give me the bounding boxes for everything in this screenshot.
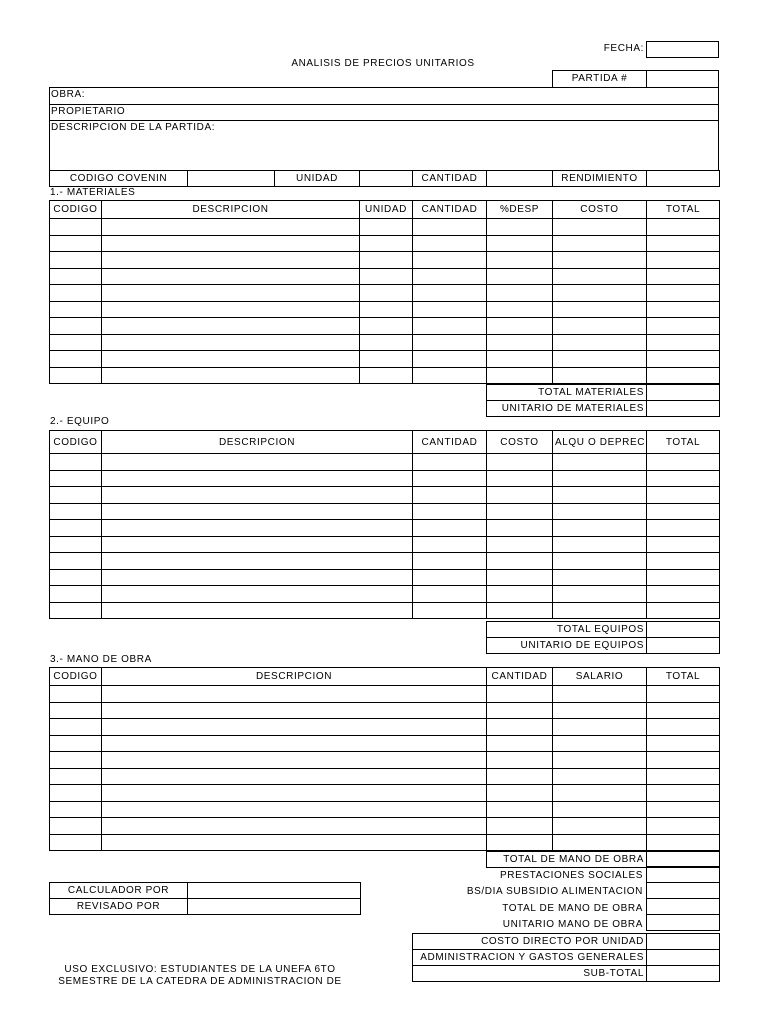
table-cell[interactable] <box>647 752 720 769</box>
col-header: DESCRIPCION <box>102 668 487 686</box>
table-cell[interactable] <box>102 735 487 752</box>
total-equipos-label: TOTAL EQUIPOS <box>487 622 647 638</box>
table-cell[interactable] <box>487 235 553 252</box>
table-cell[interactable] <box>553 520 647 537</box>
table-cell[interactable] <box>413 268 487 285</box>
page-title: ANALISIS DE PRECIOS UNITARIOS <box>291 58 475 69</box>
table-row <box>50 235 720 252</box>
table-cell[interactable] <box>50 351 102 368</box>
table-row <box>50 454 720 471</box>
table-cell[interactable] <box>102 785 487 802</box>
table-cell[interactable] <box>553 818 647 835</box>
table-cell[interactable] <box>50 367 102 384</box>
table-cell[interactable] <box>50 719 102 736</box>
summary-field[interactable] <box>647 867 720 883</box>
table-row <box>50 719 720 736</box>
table-cell[interactable] <box>487 752 553 769</box>
table-cell[interactable] <box>553 301 647 318</box>
table-cell[interactable] <box>553 470 647 487</box>
table-cell[interactable] <box>647 536 720 553</box>
table-cell[interactable] <box>50 520 102 537</box>
table-cell[interactable] <box>50 752 102 769</box>
table-cell[interactable] <box>102 268 360 285</box>
table-cell[interactable] <box>50 487 102 504</box>
materiales-totals <box>486 384 720 417</box>
table-row <box>50 252 720 269</box>
table-cell[interactable] <box>413 219 487 236</box>
summary-label: PRESTACIONES SOCIALES <box>499 870 643 881</box>
table-cell[interactable] <box>413 569 487 586</box>
table-cell[interactable] <box>553 719 647 736</box>
table-row <box>50 503 720 520</box>
table-cell[interactable] <box>413 252 487 269</box>
table-cell[interactable] <box>487 686 553 703</box>
table-cell[interactable] <box>553 268 647 285</box>
table-cell[interactable] <box>647 702 720 719</box>
table-cell[interactable] <box>413 318 487 335</box>
rendimiento-label: RENDIMIENTO <box>553 171 647 187</box>
table-cell[interactable] <box>487 470 553 487</box>
propietario-label: PROPIETARIO <box>51 106 126 117</box>
table-cell[interactable] <box>413 285 487 302</box>
table-cell[interactable] <box>553 801 647 818</box>
table-cell[interactable] <box>102 586 413 603</box>
col-header: CANTIDAD <box>413 431 487 454</box>
table-cell[interactable] <box>50 569 102 586</box>
unitario-materiales-field[interactable] <box>647 401 720 417</box>
summary-label: ADMINISTRACION Y GASTOS GENERALES <box>413 950 647 966</box>
table-cell[interactable] <box>50 801 102 818</box>
covenin-row <box>49 170 720 187</box>
summary-label: COSTO DIRECTO POR UNIDAD <box>413 934 647 950</box>
table-cell[interactable] <box>487 301 553 318</box>
table-cell[interactable] <box>487 503 553 520</box>
unitario-equipos-label: UNITARIO DE EQUIPOS <box>487 638 647 654</box>
table-cell[interactable] <box>50 334 102 351</box>
table-cell[interactable] <box>487 334 553 351</box>
total-materiales-field[interactable] <box>647 385 720 401</box>
table-row <box>50 586 720 603</box>
table-cell[interactable] <box>553 586 647 603</box>
table-row <box>50 285 720 302</box>
mano-obra-section-title: 3.- MANO DE OBRA <box>50 654 152 665</box>
summary-field[interactable] <box>647 883 720 899</box>
table-cell[interactable] <box>413 553 487 570</box>
table-cell[interactable] <box>50 454 102 471</box>
table-cell[interactable] <box>553 768 647 785</box>
table-cell[interactable] <box>360 334 413 351</box>
table-cell[interactable] <box>413 586 487 603</box>
table-cell[interactable] <box>413 503 487 520</box>
table-cell[interactable] <box>553 569 647 586</box>
table-cell[interactable] <box>647 503 720 520</box>
table-cell[interactable] <box>102 318 360 335</box>
table-cell[interactable] <box>102 602 413 619</box>
table-cell[interactable] <box>487 735 553 752</box>
table-cell[interactable] <box>102 686 487 703</box>
revisado-field[interactable] <box>188 899 361 915</box>
table-cell[interactable] <box>553 334 647 351</box>
table-cell[interactable] <box>487 818 553 835</box>
table-cell[interactable] <box>360 301 413 318</box>
col-header: DESCRIPCION <box>102 201 360 219</box>
table-cell[interactable] <box>487 602 553 619</box>
table-cell[interactable] <box>413 470 487 487</box>
table-cell[interactable] <box>50 768 102 785</box>
footer-line: SEMESTRE DE LA CATEDRA DE ADMINISTRACION DE <box>58 976 342 985</box>
table-cell[interactable] <box>102 818 487 835</box>
table-cell[interactable] <box>487 834 553 851</box>
table-cell[interactable] <box>360 235 413 252</box>
table-row <box>50 318 720 335</box>
table-cell[interactable] <box>553 351 647 368</box>
table-cell[interactable] <box>553 553 647 570</box>
col-header: CODIGO <box>50 668 102 686</box>
col-header: SALARIO <box>553 668 647 686</box>
table-cell[interactable] <box>102 569 413 586</box>
partida-label: PARTIDA # <box>571 73 628 84</box>
table-cell[interactable] <box>647 801 720 818</box>
summary-lower <box>412 933 720 982</box>
table-cell[interactable] <box>487 367 553 384</box>
table-cell[interactable] <box>647 268 720 285</box>
table-cell[interactable] <box>413 301 487 318</box>
table-cell[interactable] <box>647 520 720 537</box>
table-row <box>50 785 720 802</box>
table-cell[interactable] <box>102 719 487 736</box>
table-cell[interactable] <box>102 520 413 537</box>
table-cell[interactable] <box>360 252 413 269</box>
table-cell[interactable] <box>647 818 720 835</box>
table-row <box>50 268 720 285</box>
table-cell[interactable] <box>102 553 413 570</box>
table-row <box>50 752 720 769</box>
partida-label-cell <box>552 70 647 88</box>
table-cell[interactable] <box>647 219 720 236</box>
summary-label: TOTAL DE MANO DE OBRA <box>502 903 643 914</box>
descripcion-partida-label: DESCRIPCION DE LA PARTIDA: <box>51 122 216 133</box>
table-cell[interactable] <box>102 536 413 553</box>
col-header: ALQU O DEPREC <box>553 431 647 454</box>
table-cell[interactable] <box>50 536 102 553</box>
table-cell[interactable] <box>487 285 553 302</box>
table-cell[interactable] <box>102 235 360 252</box>
table-cell[interactable] <box>102 487 413 504</box>
table-cell[interactable] <box>487 553 553 570</box>
summary-field[interactable] <box>647 934 720 950</box>
table-cell[interactable] <box>647 487 720 504</box>
table-cell[interactable] <box>102 351 360 368</box>
summary-fields <box>646 866 720 931</box>
propietario-field[interactable] <box>49 104 719 121</box>
table-cell[interactable] <box>413 367 487 384</box>
partida-field[interactable] <box>646 70 719 88</box>
table-cell[interactable] <box>50 834 102 851</box>
table-cell[interactable] <box>647 318 720 335</box>
table-cell[interactable] <box>553 454 647 471</box>
table-cell[interactable] <box>647 351 720 368</box>
table-row <box>50 367 720 384</box>
rendimiento-field[interactable] <box>647 171 720 187</box>
table-cell[interactable] <box>553 252 647 269</box>
descripcion-partida-field[interactable] <box>49 120 719 171</box>
table-cell[interactable] <box>50 553 102 570</box>
table-cell[interactable] <box>487 318 553 335</box>
table-row <box>50 553 720 570</box>
table-cell[interactable] <box>553 834 647 851</box>
table-cell[interactable] <box>647 719 720 736</box>
table-cell[interactable] <box>50 602 102 619</box>
table-cell[interactable] <box>553 686 647 703</box>
signatures-table <box>49 882 361 915</box>
table-cell[interactable] <box>413 334 487 351</box>
table-cell[interactable] <box>487 785 553 802</box>
table-cell[interactable] <box>50 785 102 802</box>
table-cell[interactable] <box>413 536 487 553</box>
table-cell[interactable] <box>487 252 553 269</box>
summary-label: UNITARIO MANO DE OBRA <box>502 919 643 930</box>
table-cell[interactable] <box>50 503 102 520</box>
equipo-section-title: 2.- EQUIPO <box>50 416 110 427</box>
table-cell[interactable] <box>487 219 553 236</box>
table-cell[interactable] <box>647 686 720 703</box>
table-cell[interactable] <box>647 334 720 351</box>
col-header: CANTIDAD <box>487 668 553 686</box>
table-cell[interactable] <box>50 268 102 285</box>
table-cell[interactable] <box>553 487 647 504</box>
table-cell[interactable] <box>102 768 487 785</box>
table-row <box>50 602 720 619</box>
table-cell[interactable] <box>647 768 720 785</box>
table-row <box>50 520 720 537</box>
total-equipos-field[interactable] <box>647 622 720 638</box>
cantidad-field[interactable] <box>487 171 553 187</box>
table-row <box>50 219 720 236</box>
footer-line: USO EXCLUSIVO: ESTUDIANTES DE LA UNEFA 6TO <box>64 964 336 975</box>
table-cell[interactable] <box>413 520 487 537</box>
table-cell[interactable] <box>102 470 413 487</box>
table-cell[interactable] <box>487 586 553 603</box>
table-row <box>50 768 720 785</box>
table-cell[interactable] <box>413 351 487 368</box>
col-header: CODIGO <box>50 201 102 219</box>
table-cell[interactable] <box>647 470 720 487</box>
table-cell[interactable] <box>553 235 647 252</box>
obra-label: OBRA: <box>51 89 86 100</box>
fecha-label: FECHA: <box>603 43 644 54</box>
table-cell[interactable] <box>102 834 487 851</box>
table-cell[interactable] <box>50 252 102 269</box>
table-cell[interactable] <box>487 487 553 504</box>
table-cell[interactable] <box>553 367 647 384</box>
table-cell[interactable] <box>647 454 720 471</box>
table-row <box>50 536 720 553</box>
calculado-label: CALCULADOR POR <box>50 883 188 899</box>
table-cell[interactable] <box>647 569 720 586</box>
table-row <box>50 487 720 504</box>
table-cell[interactable] <box>413 487 487 504</box>
table-cell[interactable] <box>50 702 102 719</box>
table-cell[interactable] <box>50 235 102 252</box>
table-cell[interactable] <box>102 752 487 769</box>
col-header: %DESP <box>487 201 553 219</box>
unidad-field[interactable] <box>360 171 413 187</box>
table-cell[interactable] <box>647 553 720 570</box>
col-header: CODIGO <box>50 431 102 454</box>
table-row <box>50 686 720 703</box>
table-cell[interactable] <box>647 235 720 252</box>
table-cell[interactable] <box>102 334 360 351</box>
summary-field[interactable] <box>647 915 720 931</box>
table-cell[interactable] <box>360 285 413 302</box>
col-header: TOTAL <box>647 668 720 686</box>
table-cell[interactable] <box>647 834 720 851</box>
table-row <box>50 702 720 719</box>
table-cell[interactable] <box>647 301 720 318</box>
col-header: COSTO <box>553 201 647 219</box>
table-row <box>50 735 720 752</box>
col-header: TOTAL <box>647 431 720 454</box>
table-cell[interactable] <box>553 602 647 619</box>
table-cell[interactable] <box>647 735 720 752</box>
table-cell[interactable] <box>50 586 102 603</box>
table-cell[interactable] <box>413 602 487 619</box>
summary-field[interactable] <box>647 966 720 982</box>
table-cell[interactable] <box>50 318 102 335</box>
materiales-table <box>49 200 720 384</box>
table-cell[interactable] <box>50 686 102 703</box>
table-cell[interactable] <box>50 735 102 752</box>
footer-note <box>40 964 360 985</box>
table-cell[interactable] <box>553 785 647 802</box>
revisado-label: REVISADO POR <box>50 899 188 915</box>
equipo-totals <box>486 621 720 654</box>
unidad-label: UNIDAD <box>275 171 360 187</box>
cantidad-label: CANTIDAD <box>413 171 487 187</box>
unitario-equipos-field[interactable] <box>647 638 720 654</box>
table-cell[interactable] <box>647 252 720 269</box>
table-cell[interactable] <box>553 503 647 520</box>
table-cell[interactable] <box>487 768 553 785</box>
codigo-covenin-field[interactable] <box>188 171 275 187</box>
table-cell[interactable] <box>50 219 102 236</box>
col-header: TOTAL <box>647 201 720 219</box>
summary-label: TOTAL DE MANO DE OBRA <box>487 852 647 868</box>
calculado-field[interactable] <box>188 883 361 899</box>
table-cell[interactable] <box>553 285 647 302</box>
table-cell[interactable] <box>647 586 720 603</box>
table-cell[interactable] <box>360 268 413 285</box>
table-cell[interactable] <box>647 602 720 619</box>
table-cell[interactable] <box>487 536 553 553</box>
table-cell[interactable] <box>50 285 102 302</box>
col-header: DESCRIPCION <box>102 431 413 454</box>
equipo-table <box>49 430 720 619</box>
codigo-covenin-label: CODIGO COVENIN <box>50 171 188 187</box>
table-row <box>50 470 720 487</box>
table-row <box>50 801 720 818</box>
table-cell[interactable] <box>50 470 102 487</box>
table-cell[interactable] <box>553 318 647 335</box>
table-cell[interactable] <box>553 735 647 752</box>
table-cell[interactable] <box>647 285 720 302</box>
table-cell[interactable] <box>487 454 553 471</box>
table-cell[interactable] <box>487 351 553 368</box>
table-cell[interactable] <box>553 752 647 769</box>
table-cell[interactable] <box>102 219 360 236</box>
table-cell[interactable] <box>102 702 487 719</box>
table-cell[interactable] <box>647 785 720 802</box>
col-header: COSTO <box>487 431 553 454</box>
table-cell[interactable] <box>487 702 553 719</box>
table-row <box>50 334 720 351</box>
table-cell[interactable] <box>360 367 413 384</box>
table-row <box>50 301 720 318</box>
table-cell[interactable] <box>50 818 102 835</box>
table-cell[interactable] <box>50 301 102 318</box>
table-cell[interactable] <box>360 318 413 335</box>
table-cell[interactable] <box>553 702 647 719</box>
table-cell[interactable] <box>102 454 413 471</box>
table-cell[interactable] <box>487 801 553 818</box>
fecha-field[interactable] <box>646 41 719 58</box>
col-header: CANTIDAD <box>413 201 487 219</box>
table-cell[interactable] <box>413 235 487 252</box>
col-header: UNIDAD <box>360 201 413 219</box>
table-cell[interactable] <box>647 367 720 384</box>
unitario-materiales-label: UNITARIO DE MATERIALES <box>487 401 647 417</box>
table-cell[interactable] <box>487 268 553 285</box>
summary-label: SUB-TOTAL <box>413 966 647 982</box>
table-cell[interactable] <box>553 219 647 236</box>
obra-field[interactable] <box>49 87 719 105</box>
summary-label: BS/DIA SUBSIDIO ALIMENTACION <box>466 886 643 897</box>
table-cell[interactable] <box>413 454 487 471</box>
table-cell[interactable] <box>102 301 360 318</box>
table-cell[interactable] <box>102 801 487 818</box>
table-cell[interactable] <box>360 351 413 368</box>
table-cell[interactable] <box>487 569 553 586</box>
table-row <box>50 834 720 851</box>
table-cell[interactable] <box>102 285 360 302</box>
total-materiales-label: TOTAL MATERIALES <box>487 385 647 401</box>
table-cell[interactable] <box>102 252 360 269</box>
table-row <box>50 569 720 586</box>
summary-field[interactable] <box>647 899 720 915</box>
table-cell[interactable] <box>553 536 647 553</box>
table-cell[interactable] <box>102 503 413 520</box>
table-cell[interactable] <box>487 719 553 736</box>
mano-obra-table <box>49 667 720 851</box>
table-cell[interactable] <box>360 219 413 236</box>
table-row <box>50 818 720 835</box>
table-cell[interactable] <box>487 520 553 537</box>
table-row <box>50 351 720 368</box>
table-cell[interactable] <box>102 367 360 384</box>
materiales-section-title: 1.- MATERIALES <box>50 187 136 198</box>
summary-field[interactable] <box>647 950 720 966</box>
